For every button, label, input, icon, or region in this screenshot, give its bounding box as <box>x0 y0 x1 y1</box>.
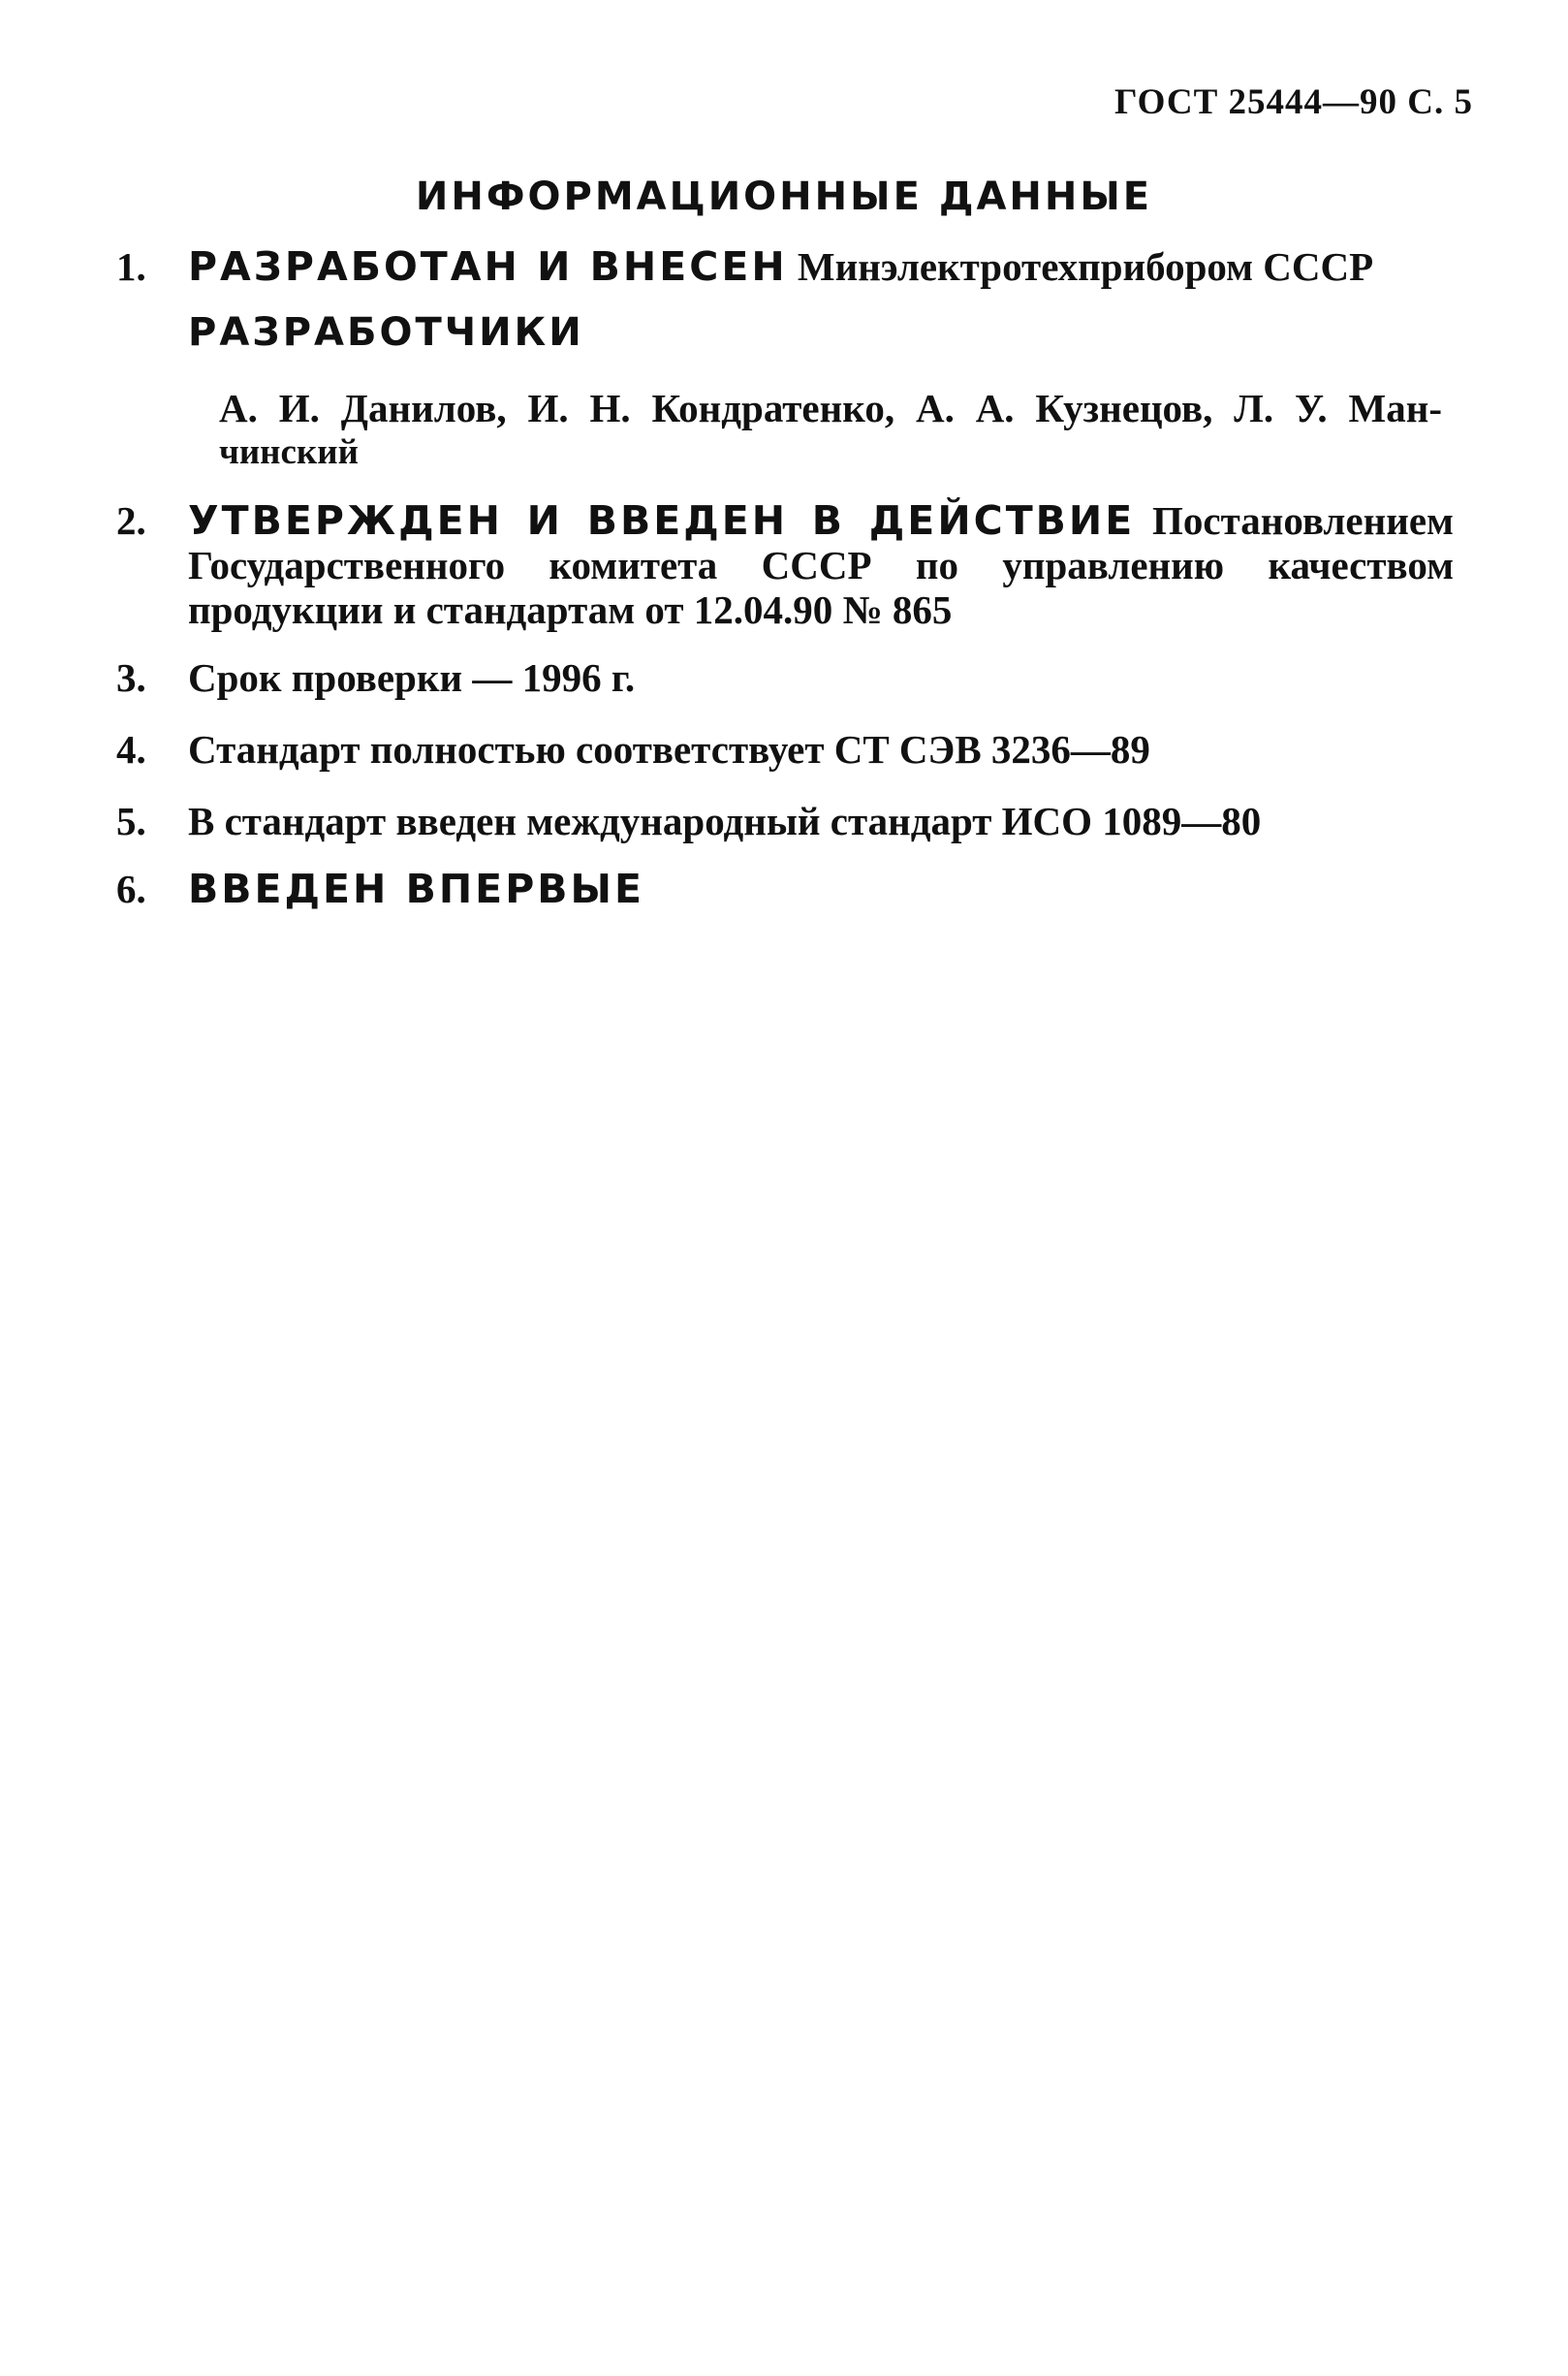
item-number: 6. <box>116 867 146 911</box>
item-line-1 <box>188 498 1454 543</box>
item-number: 1. <box>116 244 146 289</box>
item-line-3: продукции и стандартам от 12.04.90 № 865 <box>188 587 953 632</box>
list-item-5 <box>116 799 1454 843</box>
item-text: Срок проверки — 1996 г. <box>188 655 636 700</box>
developers-names-line-2: чинский <box>219 432 359 472</box>
document-header: ГОСТ 25444—90 С. 5 <box>1114 82 1473 122</box>
item-text-part-1: Постановлением <box>1151 498 1454 543</box>
item-text: Стандарт полностью соответствует СТ СЭВ 3236—89 <box>188 727 1150 772</box>
item-heading: УТВЕРЖДЕН И ВВЕДЕН В ДЕЙСТВИЕ <box>188 497 1136 544</box>
list-item-6 <box>116 867 1454 911</box>
item-line-2: Государственного комитета СССР по управлению качеством <box>188 543 1454 587</box>
developers-names-line-1: А. И. Данилов, И. Н. Кондратенко, А. А. Кузнецов, Л. У. Ман- <box>219 386 1442 430</box>
item-heading: РАЗРАБОТАН И ВНЕСЕН <box>188 243 788 290</box>
list-item-1 <box>116 244 1454 289</box>
developers-heading: РАЗРАБОТЧИКИ <box>188 310 584 355</box>
developers-names <box>219 386 1442 475</box>
item-number: 3. <box>116 655 146 700</box>
list-item-4 <box>116 727 1454 772</box>
item-heading: ВВЕДЕН ВПЕРВЫЕ <box>188 866 644 912</box>
item-number: 5. <box>116 799 146 843</box>
item-text: Минэлектротехприбором СССР <box>797 244 1374 289</box>
list-item-2 <box>116 498 1454 632</box>
list-item-3 <box>116 655 1454 700</box>
item-number: 4. <box>116 727 146 772</box>
page-title: ИНФОРМАЦИОННЫЕ ДАННЫЕ <box>415 174 1153 219</box>
item-number: 2. <box>116 498 146 543</box>
item-text: В стандарт введен международный стандарт ИСО 1089—80 <box>188 799 1262 843</box>
